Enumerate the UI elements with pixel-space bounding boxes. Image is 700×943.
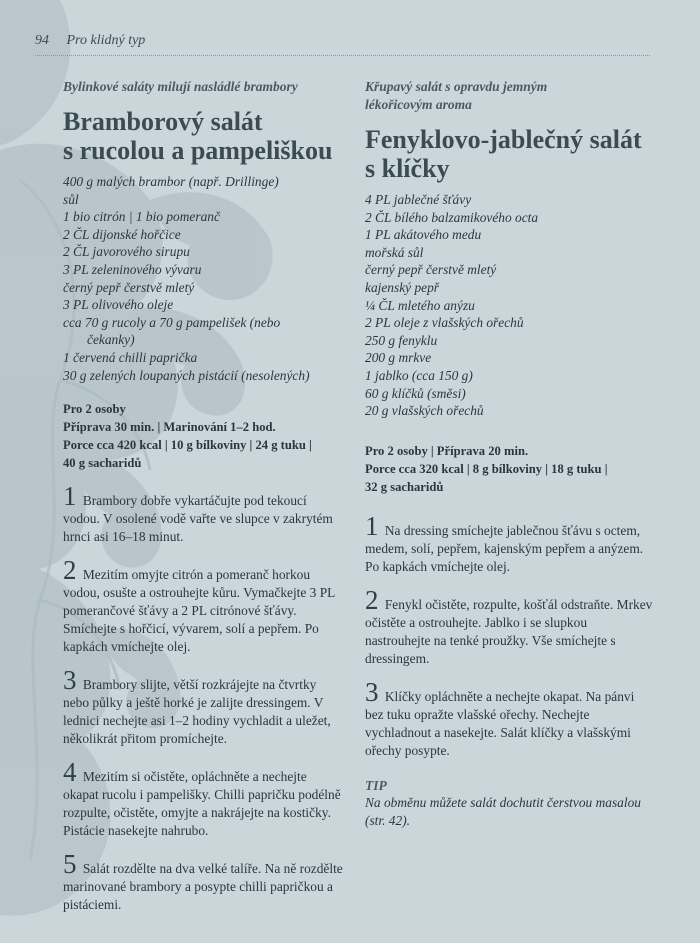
ingredient: mořská sůl [365,244,424,260]
meta-line: Pro 2 osoby [63,402,126,417]
ingredient: sůl [63,191,79,207]
recipe-title [63,107,345,165]
step-text: Fenykl očistěte, rozpulte, košťál odstraňte. Mrkev očistěte a ostrouhejte. Jablko i se slupkou nastrouhejte na tenké proužky. Vše smíchejte s dressingem. [365,596,653,666]
ingredient: čekanky) [87,332,135,348]
recipe-title [365,125,655,183]
recipe-kicker-line: lékořicovým aroma [365,97,472,112]
step-number: 1 [63,481,77,512]
ingredient: 200 g mrkve [365,350,432,366]
step [365,676,655,760]
step-number: 2 [365,584,379,615]
step-number: 1 [365,510,379,541]
meta-line: 32 g sacharidů [365,479,444,494]
ingredient: 20 g vlašských ořechů [365,403,484,419]
ingredient: 2 ČL dijonské hořčice [63,226,181,242]
step-text: Salát rozdělte na dva velké talíře. Na ně rozdělte marinované brambory a posypte chilli papričkou a pistáciemi. [63,861,343,913]
recipe-title-line: Bramborový salát [63,107,263,136]
page-number: 94 [35,33,49,48]
ingredient: 1 jablko (cca 150 g) [365,367,473,383]
recipe-meta [63,400,345,472]
ingredient: kajenský pepř [365,279,439,295]
recipe-kicker: Bylinkové saláty milují nasládlé brambory [63,79,298,94]
meta-line: 40 g sacharidů [63,456,142,471]
step-text: Brambory slijte, větší rozkrájejte na čtvrtky nebo půlky a ještě horké je zalijte dressingem. V lednici nechejte asi 1–2 hodiny vychladit a uležet, několikrát přitom promíchejte. [63,677,331,747]
ingredient: 400 g malých brambor (např. Drillinge) [63,174,279,189]
step-number: 4 [63,757,77,788]
tip-label: TIP [365,777,387,793]
ingredient: 4 PL jablečné šťávy [365,192,472,207]
step-text: Mezitím omyjte citrón a pomeranč horkou vodou, osušte a ostrouhejte kůru. Vymačkejte 3 PL pomerančové šťávy a 2 PL citrónové šťávy. Smíchejte s hořčicí, vývarem, solí a pepřem. Po kapkách vmíchejte olej. [63,567,335,655]
step [63,481,345,546]
step [63,849,345,914]
ingredients-list [63,173,345,384]
ingredient: 1 bio citrón | 1 bio pomeranč [63,209,220,225]
ingredient: černý pepř čerstvě mletý [63,279,195,295]
ingredients-list [365,191,655,420]
recipe-kicker-line: Křupavý salát s opravdu jemným [365,79,548,94]
step-text: Brambory dobře vykartáčujte pod tekoucí vodou. V osolené vodě vařte ve slupce v zakrytém hrnci asi 16–18 minut. [63,493,333,545]
meta-line: Porce cca 320 kcal | 8 g bílkoviny | 18 g tuku | [365,461,608,476]
ingredient: 3 PL zeleninového vývaru [63,261,202,277]
recipe-kicker [365,78,655,114]
recipe-title-line: Fenyklovo-jablečný salát [365,125,642,154]
ingredient: 250 g fenyklu [365,332,438,348]
step [365,584,655,668]
meta-line: Porce cca 420 kcal | 10 g bílkoviny | 24 g tuku | [63,438,312,453]
ingredient: 1 červená chilli paprička [63,349,198,365]
step [365,510,655,576]
step [63,757,345,840]
ingredient: cca 70 g rucoly a 70 g pampelišek (nebo [63,314,281,330]
recipe-potato-salad [63,78,345,914]
step [63,665,345,748]
step-text: Na dressing smíchejte jablečnou šťávu s octem, medem, solí, pepřem, kajenským pepřem a anýzem. Po kapkách vmíchejte olej. [365,522,644,574]
step [63,555,345,656]
ingredient: 2 ČL javorového sirupu [63,244,190,260]
ingredient: 30 g zelených loupaných pistácií (nesolených) [63,367,310,383]
step-number: 2 [63,555,77,586]
step-text: Mezitím si očistěte, opláchněte a nechejte okapat rucolu i pampelišky. Chilli papričku podélně rozpulte, očistěte, omyjte a nakrájejte na kostičky. Pistácie nasekejte nahrubo. [63,769,341,839]
step-number: 3 [365,676,379,707]
page-header [35,33,650,56]
recipe-meta [365,442,655,496]
ingredient: černý pepř čerstvě mletý [365,262,497,278]
ingredient: ¼ ČL mletého anýzu [365,297,475,313]
tip-text: Na obměnu můžete salát dochutit čerstvou masalou (str. 42). [365,794,641,828]
recipe-title-line: s klíčky [365,154,450,183]
section-title: Pro klidný typ [66,33,146,48]
meta-line: Příprava 30 min. | Marinování 1–2 hod. [63,420,276,435]
ingredient: 1 PL akátového medu [365,227,482,243]
step-text: Klíčky opláchněte a nechejte okapat. Na pánvi bez tuku opražte vlašské ořechy. Nechejte vychladnout a nasekejte. Salát klíčky a vlašskými ořechy posypte. [365,688,635,758]
step-number: 5 [63,849,77,880]
ingredient: 2 PL oleje z vlašských ořechů [365,315,524,331]
ingredient: 60 g klíčků (směsi) [365,385,466,401]
step-number: 3 [63,665,77,696]
recipe-fennel-apple-salad [365,78,655,830]
meta-line: Pro 2 osoby | Příprava 20 min. [365,443,529,458]
recipe-title-line: s rucolou a pampeliškou [63,136,333,165]
ingredient: 2 ČL bílého balzamikového octa [365,209,539,225]
ingredient: 3 PL olivového oleje [63,297,174,313]
